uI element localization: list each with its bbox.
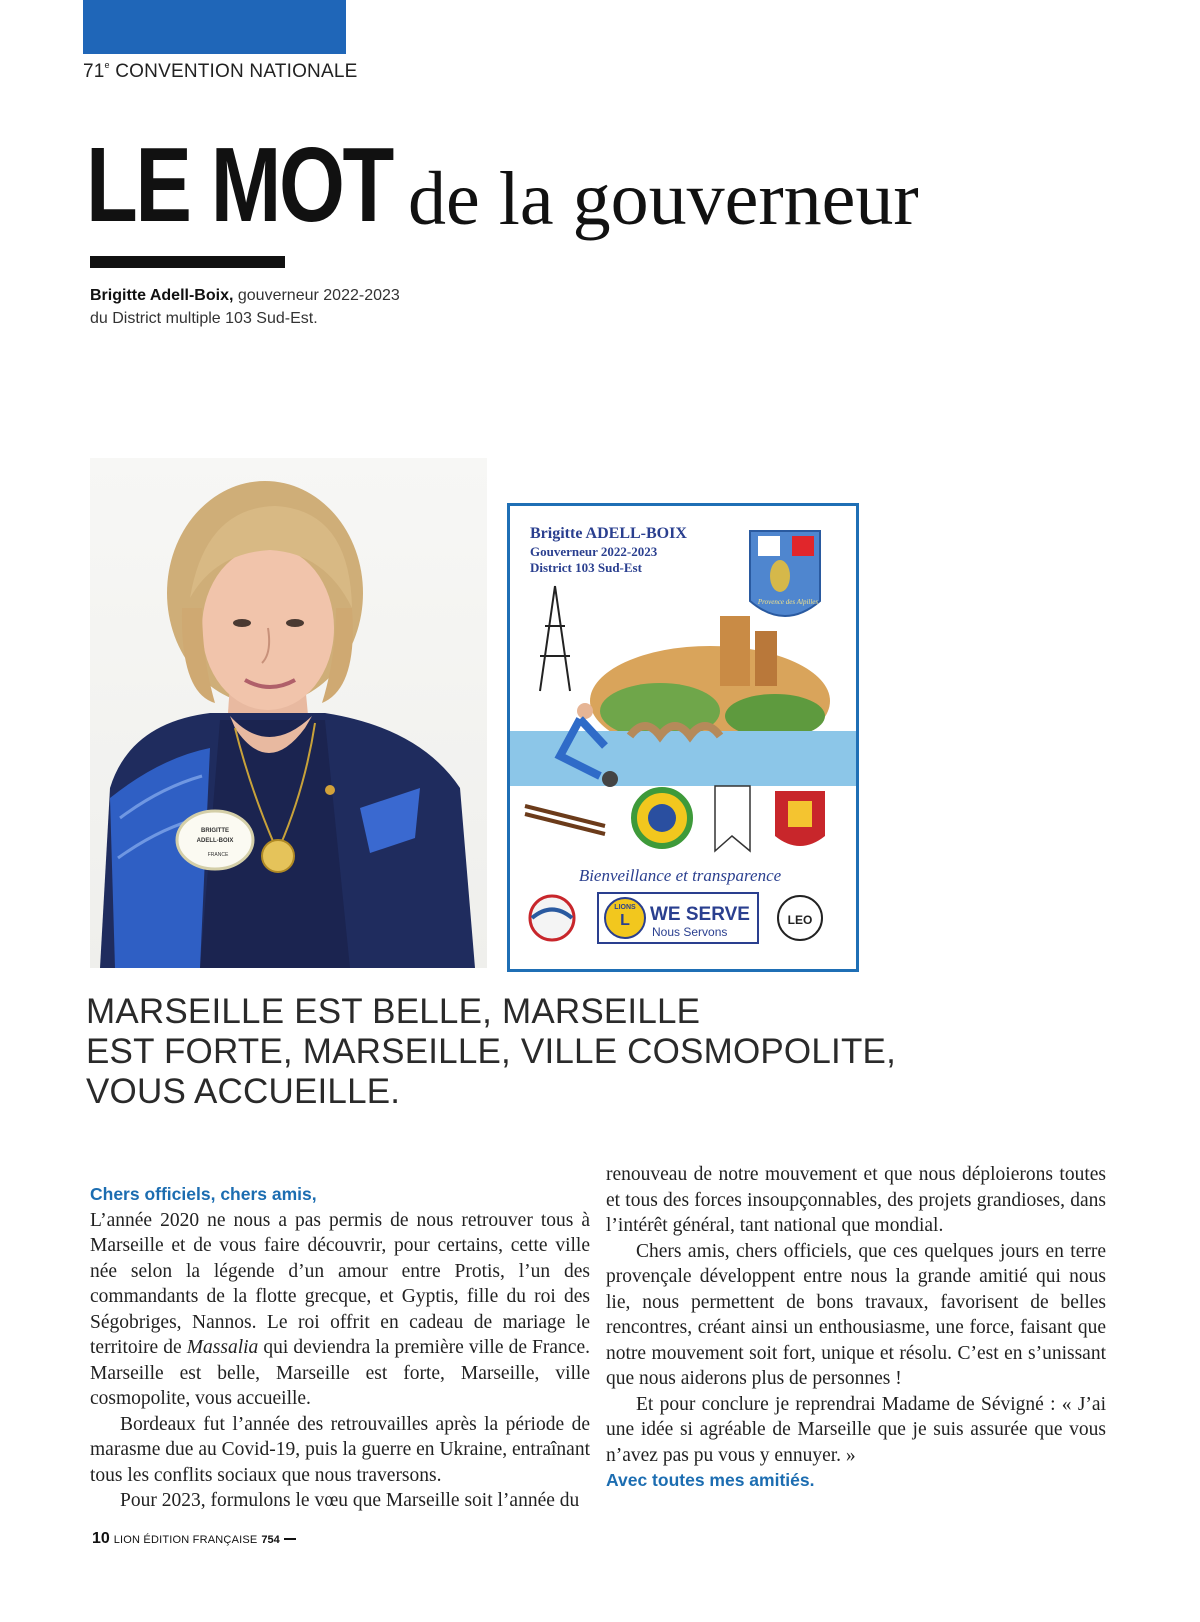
- poster-district: District 103 Sud-Est: [530, 560, 642, 575]
- poster-nous-servons: Nous Servons: [652, 925, 728, 939]
- header-accent-bar: [83, 0, 346, 54]
- title-bold: LE MOT: [86, 126, 392, 244]
- author-role: gouverneur 2022-2023: [237, 287, 400, 304]
- svg-text:L: L: [620, 912, 630, 929]
- poster-role: Gouverneur 2022-2023: [530, 544, 658, 559]
- poster-leo: LEO: [787, 913, 813, 927]
- governor-poster: [507, 503, 859, 972]
- poster-motto: Bienveillance et transparence: [578, 866, 782, 885]
- body-column-right: [606, 1162, 1106, 1494]
- author-name: Brigitte Adell-Boix,: [90, 287, 234, 304]
- portrait-illustration: [90, 458, 487, 968]
- pull-quote-line-1: MARSEILLE EST BELLE, MARSEILLE: [86, 992, 701, 1031]
- poster-illustration: [510, 506, 856, 969]
- pull-quote: [86, 992, 896, 1112]
- paragraph-2: Bordeaux fut l’année des retrouvailles après la période de marasme due au Covid-19, puis la guerre en Ukraine, entraînant tous les conflits sociaux que nous traversons.: [90, 1413, 590, 1486]
- poster-name: Brigitte ADELL-BOIX: [530, 525, 687, 542]
- publication-name: LION ÉDITION FRANÇAISE: [113, 1534, 258, 1546]
- poster-lions-text: LIONS: [614, 904, 636, 911]
- author-district: du District multiple 103 Sud-Est.: [90, 310, 318, 327]
- paragraph-3-start: Pour 2023, formulons le vœu que Marseille soit l’année du: [120, 1490, 580, 1511]
- footer-dash: [284, 1538, 296, 1540]
- section-label: 71e CONVENTION NATIONALE: [83, 60, 358, 82]
- pull-quote-line-2: EST FORTE, MARSEILLE, VILLE COSMOPOLITE,: [86, 1032, 896, 1071]
- paragraph-3-end: renouveau de notre mouvement et que nous déploierons toutes et tous des forces insoupçonnables, des projets grandioses, dans l’intérêt général, tant national que mondial.: [606, 1164, 1106, 1236]
- page-number: 10: [92, 1530, 110, 1547]
- page-title: [86, 126, 919, 244]
- author-byline: [90, 284, 400, 330]
- poster-crest-text: Provence des Alpilles: [757, 598, 819, 606]
- badge-line-2: ADELL-BOIX: [196, 838, 234, 844]
- title-underline: [90, 256, 285, 268]
- paragraph-5: Et pour conclure je reprendrai Madame de Sévigné : « J’ai une idée si agréable de Marseille que je suis assurée que vous n’avez pas pu vous y ennuyer. »: [606, 1393, 1106, 1466]
- title-serif: de la gouverneur: [408, 157, 919, 241]
- badge-line-3: FRANCE: [207, 852, 229, 858]
- poster-we-serve: WE SERVE: [650, 904, 750, 925]
- closing: Avec toutes mes amitiés.: [606, 1470, 815, 1490]
- badge-line-1: BRIGITTE: [201, 828, 229, 834]
- issue-number: 754: [261, 1534, 280, 1546]
- page-footer: [92, 1530, 296, 1548]
- governor-portrait-photo: [90, 458, 487, 968]
- salutation: Chers officiels, chers amis,: [90, 1184, 317, 1204]
- paragraph-4: Chers amis, chers officiels, que ces quelques jours en terre provençale développent entre nous la grande amitié qui nous lie, nous permettent de bons travaux, favorisent de belles rencontres, créant ainsi un enthousiasme, une force, faisant que notre mouvement soit fort, unique et résolu. C’est en s’unissant que nous aiderons plus de personnes !: [606, 1240, 1106, 1389]
- body-column-left: [90, 1182, 590, 1514]
- pull-quote-line-3: VOUS ACCUEILLE.: [86, 1072, 401, 1111]
- paragraph-1: L’année 2020 ne nous a pas permis de nous retrouver tous à Marseille et de vous faire découvrir, pour certains, cette ville née selon la légende d’un amour entre Protis, l’un des commandants de la flotte grecque, et Gyptis, fille du roi des Ségobriges, Nannos. Le roi offrit en cadeau de mariage le territoire de Massalia qui deviendra la première ville de France. Marseille est belle, Marseille est forte, Marseille, ville cosmopolite, vous accueille.: [90, 1209, 590, 1409]
